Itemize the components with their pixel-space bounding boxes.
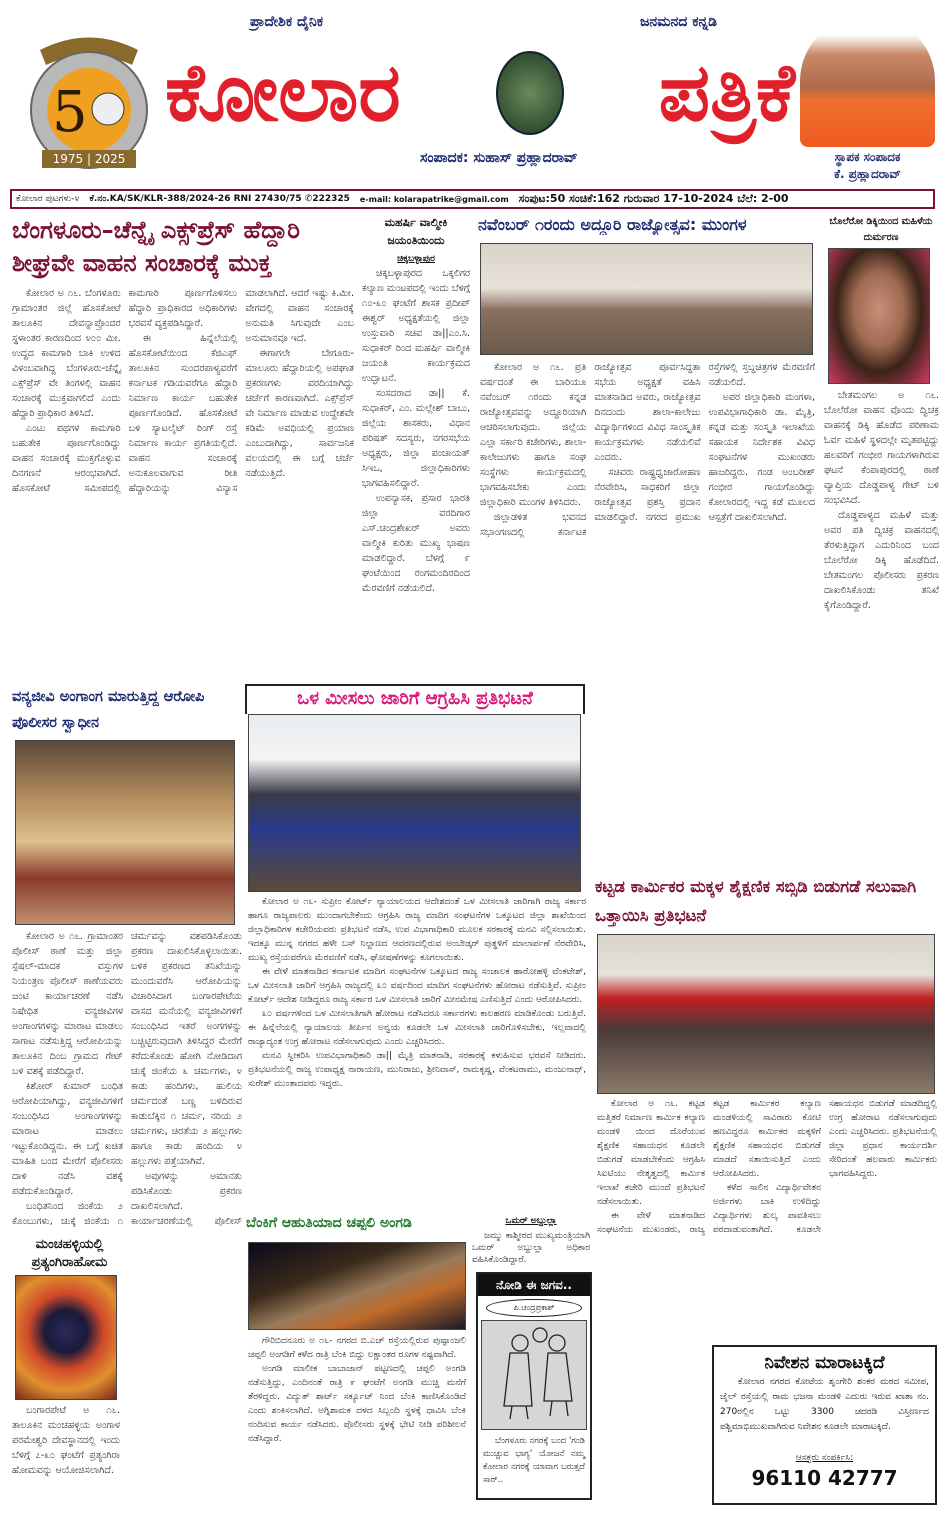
cartoon-caption: ಬೆಂಗಳೂರು ನಗರಕ್ಕೆ ಬಂದ 'ಗಂಡಿ ಮುಚ್ಚುವ ಭಾಗ್ಯ' ಯೋಜನೆ ನಮ್ಮ ಕೋಲಾರ ನಗರಕ್ಕೆ ಯಾವಾಗ ಬರುತ್ತದೆ ಸಾರ್.. (483, 1436, 585, 1485)
fire-photo (248, 1242, 466, 1330)
editor-line: ಸಂಪಾದಕ: ಸುಹಾಸ್ ಪ್ರಹ್ಲಾದರಾವ್ (420, 150, 578, 166)
olameesalu-headline: ಒಳ ಮೀಸಲು ಜಾರಿಗೆ ಆಗ್ರಹಿಸಿ ಪ್ರತಿಭಟನೆ (245, 684, 585, 714)
title-part-1: ಕೋಲಾರ (165, 45, 401, 139)
wildlife-headline: ವನ್ಯಜೀವಿ ಅಂಗಾಂಗ ಮಾರುತ್ತಿದ್ದ ಆರೋಪಿ ಪೊಲೀಸರ ಸ್ವಾಧೀನ (12, 689, 205, 731)
accident-body: ಬೇತಮಂಗಲ ಅ ೧೬. ಬೊಲೆರೋ ವಾಹನ ವೊಂದು ದ್ವಿಚಕ್ರ ವಾಹನಕ್ಕೆ ಡಿಕ್ಕಿ ಹೊಡೆದ ಪರಿಣಾಮ ಓರ್ವ ಮಹಿಳೆ ಸ್ಥಳದಲ್ಲೇ ಮೃತಪಟ್ಟಿದ್ದು ಹಲವರಿಗೆ ಗಂಭೀರ ಗಾಯಗಳಾಗಿರುವ ಘಟನೆ ಕೆಂಪಾಪುರದಲ್ಲಿ ಠಾಣೆ ವ್ಯಾಪ್ತಿಯ ದೊಡ್ಡಪಾಳ್ಯ ಗೇಟ್ ಬಳಿ ಸಂಭವಿಸಿದೆ. ದೊಡ್ಡಪಾಳ್ಯದ ಮಹಿಳೆ ಮತ್ತು ಅವರ ಪತಿ ದ್ವಿಚಕ್ರ ವಾಹನದಲ್ಲಿ ತೆರಳುತ್ತಿದ್ದಾಗ ಎದುರಿನಿಂದ ಬಂದ ಬೊಲೆರೋ ಡಿಕ್ಕಿ ಹೊಡೆದಿದೆ. ಬೇತಮಂಗಲ ಪೊಲೀಸರು ಪ್ರಕರಣ ದಾಖಲಿಸಿಕೊಂಡು ತನಿಖೆ ಕೈಗೊಂಡಿದ್ದಾರೆ. (824, 390, 939, 611)
rajyotsava-headline: ನವೆಂಬರ್ ೧ರಂದು ಅದ್ದೂರಿ ರಾಜ್ಯೋತ್ಸವ: ಮುಂಗಳ (478, 215, 747, 234)
cartoon-box (476, 1272, 592, 1500)
svg-text:5: 5 (52, 80, 88, 145)
logo-portrait (92, 93, 124, 125)
kattada-body: ಕೋಲಾರ ಅ ೧೬. ಕಟ್ಟಡ ಮತ್ತಿತರೆ ನಿರ್ಮಾಣ ಕಾರ್ಮಿಕ ಕಲ್ಯಾಣ ಮಂಡಳಿ ಯಿಂದ ದೊರೆಯುವ ಶೈಕ್ಷಣಿಕ ಸಹಾಯಧನ ಕೂಡಲೇ ಬಿಡುಗಡೆ ಮಾಡಬೇಕೆಂದು ಆಗ್ರಹಿಸಿ ಸಿಐಟಿಯು ನೇತೃತ್ವದಲ್ಲಿ ಕಾರ್ಮಿಕ ಇಲಾಖೆ ಕಚೇರಿ ಮುಂದೆ ಪ್ರತಿಭಟನೆ ನಡೆಸಲಾಯಿತು. ಈ ವೇಳೆ ಮಾತನಾಡಿದ ಸಂಘಟನೆಯ ಮುಖಂಡರು, ರಾಜ್ಯ ಕಟ್ಟಡ ಕಾರ್ಮಿಕರ ಕಲ್ಯಾಣ ಮಂಡಳಿಯಲ್ಲಿ ಸಾವಿರಾರು ಕೋಟಿ ಹಣವಿದ್ದರೂ ಕಾರ್ಮಿಕರ ಮಕ್ಕಳಿಗೆ ಶೈಕ್ಷಣಿಕ ಸಹಾಯಧನ ಬಿಡುಗಡೆ ಮಾಡದೆ ಸತಾಯಿಸುತ್ತಿದೆ ಎಂದು ಆರೋಪಿಸಿದರು. ಕಳೆದ ಸಾಲಿನ ವಿದ್ಯಾರ್ಥಿವೇತನ ಅರ್ಜಿಗಳು ಬಾಕಿ ಉಳಿದಿದ್ದು ವಿದ್ಯಾರ್ಥಿಗಳು ಶುಲ್ಕ ಪಾವತಿಸಲು ಪರದಾಡುವಂತಾಗಿದೆ. ಕೂಡಲೇ ಸಹಾಯಧನ ಬಿಡುಗಡೆ ಮಾಡದಿದ್ದಲ್ಲಿ ಉಗ್ರ ಹೋರಾಟ ನಡೆಸಲಾಗುವುದು ಎಂದು ಎಚ್ಚರಿಸಿದರು. ಪ್ರತಿಭಟನೆಯಲ್ಲಿ ಜಿಲ್ಲಾ ಪ್ರಧಾನ ಕಾರ್ಯದರ್ಶಿ ಸೇರಿದಂತೆ ಹಲವಾರು ಕಾರ್ಮಿಕರು ಭಾಗವಹಿಸಿದ್ದರು. (597, 1099, 937, 1235)
fire-headline: ಬೆಂಕಿಗೆ ಆಹುತಿಯಾದ ಚಪ್ಪಲಿ ಅಂಗಡಿ (246, 1215, 412, 1231)
ad-body: ಕೋಲಾರ ನಗರದ ಕೋಟೆಯ ಶೃಂಗೇರಿ ಶಂಕರ ಮಠದ ಸಮೀಪ, ಜೈಲ್ ರಸ್ತೆಯಲ್ಲಿ ರಾಮ ಭಜನಾ ಮಂಡಳಿ ಎದುರು ಇರುವ ಖಾತಾ ನಂ. 270ರಲ್ಲಿನ ಒಟ್ಟು 3300 ಚದರಡಿ ವಿಸ್ತೀರ್ಣದ ಪಶ್ಚಿಮಾಭಿಮುಖವಾಗಿರುವ ನಿವೇಶನ ಕೂಡಲೇ ಮಾರಾಟಕ್ಕಿದೆ. (720, 1377, 929, 1432)
lead-headline: ಬೆಂಗಳೂರು–ಚೆನ್ನೈ ಎಕ್ಸ್‌ಪ್ರೆಸ್ ಹೆದ್ದಾರಿ ಶೀಘ್ರವೇ ವಾಹನ ಸಂಚಾರಕ್ಕೆ ಮುಕ್ತ (12, 216, 300, 277)
svg-text:1975 | 2025: 1975 | 2025 (52, 152, 126, 166)
volume-date-price: ಸಂಪುಟ:50 ಸಂಚಿಕೆ:162 ಗುರುವಾರ 17-10-2024 ಬೆಲೆ: 2-00 (518, 192, 789, 205)
valmiki-byline: ಚಿಕ್ಕಬಳ್ಳಾಪುರ (397, 254, 435, 264)
ad-phone: 96110 42777 (751, 1466, 898, 1490)
cartoon-title: ನೋಡಿ ಈ ಜಗವ.. (478, 1274, 590, 1296)
meeting-photo (480, 243, 813, 355)
tagline-left: ಪ್ರಾದೇಶಿಕ ದೈನಿಕ (250, 14, 324, 30)
victim-photo (828, 248, 930, 384)
wildlife-body: ಕೋಲಾರ ಅ ೧೬. ಗ್ರಾಮಾಂತರ ಪೊಲೀಸ್ ಠಾಣೆ ಮತ್ತು ಜಿಲ್ಲಾ ಸ್ಪೆಷಲ್-ಮಾದಕ ವಸ್ತುಗಳ ನಿಯಂತ್ರಣ ಪೊಲೀಸ್ ಠಾಣೆಯವರು ಜಂಟಿ ಕಾರ್ಯಾಚರಣೆ ನಡೆಸಿ ನಿಷೇಧಿತ ವನ್ಯಜೀವಿಗಳ ಅಂಗಾಂಗಗಳನ್ನು ಮಾರಾಟ ಮಾಡಲು ಸಾಗಾಟ ನಡೆಸುತ್ತಿದ್ದ ಆರೋಪಿಯನ್ನು ತಾಲೂಕಿನ ದಿಂಬ ಗ್ರಾಮದ ಗೇಟ್ ಬಳಿ ವಶಕ್ಕೆ ಪಡೆದಿದ್ದಾರೆ. ಕಿಶೋರ್ ಕುಮಾರ್ ಬಂಧಿತ ಆರೋಪಿಯಾಗಿದ್ದು, ವನ್ಯಜೀವಿಗಳಿಗೆ ಸಂಬಂಧಿಸಿದ ಅಂಗಾಂಗಗಳನ್ನು ಮಾರಾಟ ಮಾಡಲು ಇಟ್ಟುಕೊಂಡಿದ್ದನು. ಈ ಬಗ್ಗೆ ಖಚಿತ ಮಾಹಿತಿ ಬಂದ ಮೇರೆಗೆ ಪೊಲೀಸರು ದಾಳಿ ನಡೆಸಿ ವಶಕ್ಕೆ ಪಡೆದುಕೊಂಡಿದ್ದಾರೆ. ಬಂಧಿತನಿಂದ ಜಿಂಕೆಯ ೨ ಕೊಂಬುಗಳು, ಚುಕ್ಕೆ ಜಿಂಕೆಯ ೧ ಚರ್ಮವನ್ನು ವಶಪಡಿಸಿಕೊಂಡು ಪ್ರಕರಣ ದಾಖಲಿಸಿಕೊಳ್ಳಲಾಯಿತು. ಬಳಿಕ ಪ್ರಕರಣದ ತನಿಖೆಯನ್ನು ಮುಂದುವರೆಸಿ ಆರೋಪಿಯನ್ನು ವಿಚಾರಿಸಿದಾಗ ಬಂಗಾರಪೇಟೆಯ ವಾಸದ ಮನೆಯಲ್ಲಿ ವನ್ಯಜೀವಿಗಳಿಗೆ ಸಂಬಂಧಿಸಿದ ಇತರೆ ಅಂಗಗಳನ್ನು ಬಚ್ಚಿಟ್ಟಿರುವುದಾಗಿ ತಿಳಿಸಿದ್ದರ ಮೇರೆಗೆ ಕರೆದುಕೊಂಡು ಹೋಗಿ ನೋಡಿದಾಗ ಚುಕ್ಕೆ ಜಿಂಕೆಯ ೩ ಚರ್ಮಗಳು, ೪ ಕಾಡು ಹಂದಿಗಳು, ಹುಲಿಯ ಚರ್ಮದಂತೆ ಬಣ್ಣ ಬಳಿದಿರುವ ಕಾಡುಬೆಕ್ಕಿನ ೧ ಚರ್ಮ, ನರಿಯ ೨ ಚರ್ಮಗಳು, ಚಿರತೆಯ ೨ ಹಲ್ಲುಗಳು ಹಾಗೂ ಕಾಡು ಹಂದಿಯ ೪ ಹಲ್ಲುಗಳು ಪತ್ತೆಯಾಗಿವೆ. ಅವುಗಳನ್ನು ಅಮಾನತು ಪಡಿಸಿಕೊಂಡು ಪ್ರಕರಣ ದಾಖಲಿಸಲಾಗಿದೆ. ಕಾರ್ಯಾಚರಣೆಯಲ್ಲಿ ಪೊಲೀಸ್ (12, 931, 242, 1227)
fire-body: ಗೌರಿಬಿದನೂರು ಅ ೧೬- ನಗರದ ಬಿ.ಎಚ್ ರಸ್ತೆಯಲ್ಲಿರುವ ಪುಷ್ಪಾಂಜಲಿ ಚಪ್ಪಲಿ ಅಂಗಡಿಗೆ ಕಳೆದ ರಾತ್ರಿ ಬೆಂಕಿ ಬಿದ್ದು ಲಕ್ಷಾಂತರ ರೂಗಳ ನಷ್ಟವಾಗಿದೆ. ಅಂಗಡಿ ಮಾಲೀಕ ಬಾಬಾಜಾನ್ ಪಟ್ಟಣದಲ್ಲಿ ಚಪ್ಪಲಿ ಅಂಗಡಿ ನಡೆಸುತ್ತಿದ್ದು, ಎಂದಿನಂತೆ ರಾತ್ರಿ ೯ ಘಂಟೆಗೆ ಅಂಗಡಿ ಮುಚ್ಚಿ ಮನೆಗೆ ತೆರಳಿದ್ದರು. ವಿದ್ಯುತ್ ಶಾರ್ಟ್ ಸರ್ಕ್ಯೂಟ್ ನಿಂದ ಬೆಂಕಿ ಕಾಣಿಸಿಕೊಂಡಿದೆ ಎಂದು ಶಂಕಿಸಲಾಗಿದೆ. ಅಗ್ನಿಶಾಮಕ ದಳದ ಸಿಬ್ಬಂದಿ ಸ್ಥಳಕ್ಕೆ ಧಾವಿಸಿ ಬೆಂಕಿ ನಂದಿಸುವ ಕಾರ್ಯ ನಡೆಸಿದರು. ಪೊಲೀಸರು ಸ್ಥಳಕ್ಕೆ ಭೇಟಿ ನೀಡಿ ಪರಿಶೀಲನೆ ನಡೆಸಿದ್ದಾರೆ. (248, 1336, 466, 1444)
wildlife-seizure-photo (15, 740, 235, 925)
valmiki-headline: ಮಹರ್ಷಿ ವಾಲ್ಮೀಕಿ ಜಯಂತಿಯಿಂದು (384, 216, 448, 247)
classified-ad (712, 1345, 937, 1505)
rajyotsava-body: ಕೋಲಾರ ಅ ೧೬. ಪ್ರತಿ ವರ್ಷದಂತೆ ಈ ಬಾರಿಯೂ ನವೆಂಬರ್ ೧ರಂದು ಕನ್ನಡ ರಾಜ್ಯೋತ್ಸವವನ್ನು ಅದ್ದೂರಿಯಾಗಿ ಆಚರಿಸಲಾಗುವುದು. ಜಿಲ್ಲೆಯ ಎಲ್ಲಾ ಸರ್ಕಾರಿ ಕಚೇರಿಗಳು, ಶಾಲಾ-ಕಾಲೇಜುಗಳು ಹಾಗೂ ಸಂಘ ಸಂಸ್ಥೆಗಳು ಕಾರ್ಯಕ್ರಮದಲ್ಲಿ ಭಾಗವಹಿಸಬೇಕು ಎಂದು ಜಿಲ್ಲಾಧಿಕಾರಿ ಮುಂಗಳ ತಿಳಿಸಿದರು. ಜಿಲ್ಲಾಡಳಿತ ಭವನದ ಸಭಾಂಗಣದಲ್ಲಿ ಕರ್ನಾಟಕ ರಾಜ್ಯೋತ್ಸವ ಪೂರ್ವಸಿದ್ಧತಾ ಸಭೆಯ ಅಧ್ಯಕ್ಷತೆ ವಹಿಸಿ ಮಾತನಾಡಿದ ಅವರು, ರಾಜ್ಯೋತ್ಸವ ದಿನದಂದು ಶಾಲಾ-ಕಾಲೇಜು ವಿದ್ಯಾರ್ಥಿಗಳಿಂದ ವಿವಿಧ ಸಾಂಸ್ಕೃತಿಕ ಕಾರ್ಯಕ್ರಮಗಳು ನಡೆಯಲಿವೆ ಎಂದರು. ಸಚಿವರು ರಾಷ್ಟ್ರಧ್ವಜಾರೋಹಣ ನೆರವೇರಿಸಿ, ಸಾಧಕರಿಗೆ ಜಿಲ್ಲಾ ರಾಜ್ಯೋತ್ಸವ ಪ್ರಶಸ್ತಿ ಪ್ರದಾನ ಮಾಡಲಿದ್ದಾರೆ. ನಗರದ ಪ್ರಮುಖ ರಸ್ತೆಗಳಲ್ಲಿ ಸ್ತಬ್ಧಚಿತ್ರಗಳ ಮೆರವಣಿಗೆ ನಡೆಯಲಿದೆ. ಅಪರ ಜಿಲ್ಲಾಧಿಕಾರಿ ಮಂಗಳಾ, ಉಪವಿಭಾಗಾಧಿಕಾರಿ ಡಾ. ಮೈತ್ರಿ, ಕನ್ನಡ ಮತ್ತು ಸಂಸ್ಕೃತಿ ಇಲಾಖೆಯ ಸಹಾಯಕ ನಿರ್ದೇಶಕ ವಿವಿಧ ಸಂಘಟನೆಗಳ ಮುಖಂಡರು ಹಾಜರಿದ್ದರು. ಗಂಡ ಅಂಬರೀಶ್ ಗಂಭೀರ ಗಾಯಗೊಂಡಿದ್ದು ಕೋಲಾರದಲ್ಲಿ ಇದ್ದ ಕಡೆ ಮೂಲದ ಆಸ್ಪತ್ರೆಗೆ ದಾಖಲಿಸಲಾಗಿದೆ. (480, 362, 815, 538)
tagline-right: ಜನಮನದ ಕನ್ನಡಿ (640, 14, 718, 30)
ad-contact-label: ಆಸಕ್ತರು ಸಂಪರ್ಕಿಸಿ: (795, 1453, 854, 1463)
olameesalu-body: ಕೋಲಾರ ಅ ೧೬- ಸುಪ್ರೀಂ ಕೋರ್ಟ್ ನ್ಯಾಯಾಲಯದ ಆದೇಶದಂತೆ ಒಳ ಮೀಸಲಾತಿ ಜಾರಿಗಾಗಿ ರಾಜ್ಯ ಸರ್ಕಾರ ಹಾಗೂ ರಾಜ್ಯಪಾಲರು ಮುಂದಾಗಬೇಕೆಂದು ಆಗ್ರಹಿಸಿ ರಾಜ್ಯ ಮಾದಿಗ ಸಂಘಟನೆಗಳ ಒಕ್ಕೂಟದ ಜಿಲ್ಲಾ ಶಾಖೆಯಿಂದ ಜಿಲ್ಲಾಧಿಕಾರಿಗಳ ಕಚೇರಿಯವರು ಪ್ರತಿಭಟನೆ ನಡೆಸಿ, ಉಪ ವಿಭಾಗಾಧಿಕಾರಿ ಮೂಲಕ ಸರಕಾರಕ್ಕೆ ಮನವಿ ಸಲ್ಲಿಸಲಾಯಿತು. ಇದಕ್ಕೂ ಮುನ್ನ ನಗರದ ಹಳೇ ಬಸ್ ನಿಲ್ದಾಣದ ಆವರಣದಲ್ಲಿರುವ ಅಂಬೇಡ್ಕರ್ ಪುತ್ಥಳಿಗೆ ಮಾಲಾರ್ಪಣೆ ನೆರವೇರಿಸಿ, ಮುಖ್ಯ ರಸ್ತೆಯವರೆಗೂ ಮೆರವಣಿಗೆ ನಡೆಸಿ, ಘೋಷಣೆಗಳನ್ನು ಕೂಗಲಾಯಿತು. ಈ ವೇಳೆ ಮಾತನಾಡಿದ ಕರ್ನಾಟಕ ಮಾದಿಗ ಸಂಘಟನೆಗಳ ಒಕ್ಕೂಟದ ರಾಜ್ಯ ಸಂಚಾಲಕ ಹಾರೋಹಳ್ಳಿ ವೆಂಕಟೇಶ್, ಒಳ ಮೀಸಲಾತಿ ಜಾರಿಗೆ ಆಗ್ರಹಿಸಿ ರಾಜ್ಯದಲ್ಲಿ ೩೦ ವರ್ಷದಿಂದ ಮಾದಿಗ ಸಂಘಟನೆಗಳು ಹೋರಾಟ ನಡೆಸುತ್ತಿವೆ. ಸುಪ್ರೀಂ ಕೋರ್ಟ್ ಆದೇಶ ನೀಡಿದ್ದರೂ ರಾಜ್ಯ ಸರ್ಕಾರ ಒಳ ಮೀಸಲಾತಿ ಜಾರಿಗೆ ಮೀನಮೇಷ ಎಣಿಸುತ್ತಿದೆ ಎಂದು ಆರೋಪಿಸಿದರು. ೩೦ ವರ್ಷಗಳಿಂದ ಒಳ ಮೀಸಲಾತಿಗಾಗಿ ಹೋರಾಟ ನಡೆಸಿದರೂ ಸರ್ಕಾರಗಳು ಕಾಲಹರಣ ಮಾಡಿಕೊಂಡು ಬರುತ್ತಿವೆ. ಈ ಹಿನ್ನೆಲೆಯಲ್ಲಿ ನ್ಯಾಯಾಲಯ ತೀರ್ಪಿನ ಅನ್ವಯ ಕೂಡಲೇ ಒಳ ಮೀಸಲಾತಿ ಜಾರಿಗೊಳಿಸಬೇಕು, ಇಲ್ಲವಾದಲ್ಲಿ ರಾಜ್ಯಾದ್ಯಂತ ಉಗ್ರ ಹೋರಾಟ ನಡೆಸಲಾಗುವುದು ಎಂದು ಎಚ್ಚರಿಸಿದರು. ಮನವಿ ಸ್ವೀಕರಿಸಿ ಉಪವಿಭಾಗಾಧಿಕಾರಿ ಡಾ|| ಮೈತ್ರಿ ಮಾತನಾಡಿ, ಸರಕಾರಕ್ಕೆ ಕಳುಹಿಸುವ ಭರವಸೆ ನೀಡಿದರು. ಪ್ರತಿಭಟನೆಯಲ್ಲಿ ರಾಜ್ಯ ಉಪಾಧ್ಯಕ್ಷ ನಾರಾಯಣ, ಮುನಿರಾಜು, ಶ್ರೀನಿವಾಸ್, ರಾಮಕೃಷ್ಣ, ವೆಂಕಟರಾಮು, ಮಂಜುನಾಥ್, ಸುರೇಶ್ ಮುಂತಾದವರು ಇದ್ದರು. (248, 897, 586, 1089)
founder-label: ಸ್ಥಾಪಕ ಸಂಪಾದಕ (834, 150, 901, 164)
page-count: ಕೋಲಾರ ಪುಟಗಳು-೪ (16, 194, 80, 204)
founder-photo (800, 15, 935, 147)
cartoon-drawing (481, 1320, 587, 1430)
lead-body: ಕೋಲಾರ ಅ ೧೬. ಬೆಂಗಳೂರು ಗ್ರಾಮಾಂತರ ಜಿಲ್ಲೆ ಹೊಸಕೋಟೆ ತಾಲೂಕಿನ ದೇವನ್ನಾಪ್ರೊಂದರ ಸ್ಥಳಾಂತರ ಕಾರಣದಿಂದ ೪೦೦ ಮೀ. ಉದ್ದದ ಕಾಮಗಾರಿ ಬಾಕಿ ಉಳಿದ ವಿಳಂಬವಾಗಿದ್ದ ಬೆಂಗಳೂರು-ಚೆನ್ನೈ ಎಕ್ಸ್‌ಪ್ರೆಸ್ ವೇ ತಿಂಗಳಲ್ಲಿ ವಾಹನ ಸಂಚಾರಕ್ಕೆ ಮುಕ್ತವಾಗಲಿದೆ ಎಂದು ಹೆದ್ದಾರಿ ಪ್ರಾಧಿಕಾರ ತಿಳಿಸಿದೆ. ಎಂಟು ಪಥಗಳ ಕಾಮಗಾರಿ ಬಹುತೇಕ ಪೂರ್ಣಗೊಂಡಿದ್ದು ವಾಹನ ಸಂಚಾರಕ್ಕೆ ಮುಕ್ತಗೊಳ್ಳುವ ದಿನಗಣನೆ ಆರಂಭವಾಗಿದೆ. ಹೊಸಕೋಟೆ ಸಮೀಪದಲ್ಲಿ ಕಾಮಗಾರಿ ಪೂರ್ಣಗೊಳಿಸಲು ಹೆದ್ದಾರಿ ಪ್ರಾಧಿಕಾರದ ಅಧಿಕಾರಿಗಳು ಭರವಸೆ ವ್ಯಕ್ತಪಡಿಸಿದ್ದಾರೆ. ಈ ಹಿನ್ನೆಲೆಯಲ್ಲಿ ಹೊಸಕೋಟೆಯಿಂದ ಕೆಜಿಎಫ್ ತಾಲೂಕಿನ ಸುಂದರಪಾಳ್ಯವರೆಗೆ ಕರ್ನಾಟಕ ಗಡಿಯವರೆಗೂ ಹೆದ್ದಾರಿ ನಿರ್ಮಾಣ ಕಾರ್ಯ ಬಹುತೇಕ ಪೂರ್ಣಗೊಂಡಿದೆ. ಹೊಸಕೋಟೆ ಬಳಿ ಸ್ಯಾಟಲೈಟ್ ರಿಂಗ್ ರಸ್ತೆ ನಿರ್ಮಾಣ ಕಾರ್ಯ ಪ್ರಗತಿಯಲ್ಲಿದೆ. ವಾಹನ ಸಂಚಾರಕ್ಕೆ ಅನುಕೂಲವಾಗುವ ರೀತಿ ಹೆದ್ದಾರಿಯನ್ನು ವಿನ್ಯಾಸ ಮಾಡಲಾಗಿದೆ. ಆದರೆ ಇಷ್ಟು ಕಿ.ಮೀ. ವೇಗದಲ್ಲಿ ವಾಹನ ಸಂಚಾರಕ್ಕೆ ಅನುಮತಿ ಸಿಗುವುದೇ ಎಂಬ ಅನುಮಾನವೂ ಇದೆ. ಈಗಾಗಲೇ ಬೇಗೂರು-ಮಾಲೂರು ಹೆದ್ದಾರಿಯಲ್ಲಿ ಅಪಘಾತ ಪ್ರಕರಣಗಳು ವರದಿಯಾಗಿದ್ದು ಚರ್ಚೆಗೆ ಕಾರಣವಾಗಿದೆ. ಎಕ್ಸ್‌ಪ್ರೆಸ್ ವೇ ನಿರ್ಮಾಣ ಮಾಡುವ ಉದ್ದೇಶವೇ ಕಡಿಮೆ ಅವಧಿಯಲ್ಲಿ ಪ್ರಯಾಣ ಎಂಬುದಾಗಿದ್ದು, ಸಾರ್ವಜನಿಕ ವಲಯದಲ್ಲಿ ಈ ಬಗ್ಗೆ ಚರ್ಚೆ ನಡೆಯುತ್ತಿದೆ. (12, 288, 354, 494)
info-bar (10, 189, 935, 209)
omar-body: ಜಮ್ಮು ಕಾಶ್ಮೀರದ ಮುಖ್ಯಮಂತ್ರಿಯಾಗಿ ಒಮರ್ ಅಬ್ದುಲ್ಲಾ ಅಧಿಕಾರ ವಹಿಸಿಕೊಂಡಿದ್ದಾರೆ. (472, 1231, 590, 1265)
registration: ಕೆ.ನಂ.KA/SK/KLR-388/2024-26 RNI 27430/75 ✆222325 (89, 194, 350, 204)
homa-headline: ಮಂಚಹಳ್ಳಿಯಲ್ಲಿ ಪ್ರತ್ಯಂಗಿರಾಹೋಮ (31, 1237, 108, 1270)
omar-headline: ಒಮರ್ ಅಬ್ದುಲ್ಲಾ (505, 1216, 557, 1226)
title-part-2: ಪತ್ರಿಕೆ (658, 45, 795, 139)
email: e-mail: kolarapatrike@gmail.com (359, 194, 509, 204)
deity-photo (15, 1275, 117, 1400)
newspaper-title (165, 30, 795, 155)
elephant-emblem-icon (496, 51, 564, 135)
protest-photo (248, 714, 581, 892)
kattada-headline: ಕಟ್ಟಡ ಕಾರ್ಮಿಕರ ಮಕ್ಕಳ ಶೈಕ್ಷಣಿಕ ಸಬ್ಸಿಡಿ ಬಿಡುಗಡೆ ಸಲುವಾಗಿ ಒತ್ತಾಯಿಸಿ ಪ್ರತಿಭಟನೆ (595, 877, 917, 925)
valmiki-body: ಚಿಕ್ಕಬಳ್ಳಾಪುರದ ಒಕ್ಕಲಿಗರ ಕಲ್ಯಾಣ ಮಂಟಪದಲ್ಲಿ ಇಂದು ಬೆಳಿಗ್ಗೆ ೧೦-೩೦ ಘಂಟೆಗೆ ಶಾಸಕ ಪ್ರದೀಪ್ ಈಶ್ವರ್ ಅಧ್ಯಕ್ಷತೆಯಲ್ಲಿ ಜಿಲ್ಲಾ ಉಸ್ತುವಾರಿ ಸಚಿವ ಡಾ||ಎಂ.ಸಿ. ಸುಧಾಕರ್ ರಿಂದ ಮಹರ್ಷಿ ವಾಲ್ಮೀಕಿ ಜಯಂತಿ ಕಾರ್ಯಕ್ರಮದ ಉದ್ಘಾಟನೆ. ಸಂಸದರಾದ ಡಾ|| ಕೆ. ಸುಧಾಕರ್, ಎಂ. ಮಲ್ಲೇಶ್ ಬಾಬು, ಜಿಲ್ಲೆಯ ಶಾಸಕರು, ವಿಧಾನ ಪರಿಷತ್ ಸದಸ್ಯರು, ನಗರಸಭೆಯ ಅಧ್ಯಕ್ಷರು, ಜಿಲ್ಲಾ ಪಂಚಾಯತ್ ಸಿಇಒ, ಜಿಲ್ಲಾಧಿಕಾರಿಗಳು ಭಾಗವಹಿಸಲಿದ್ದಾರೆ. ಉಪನ್ಯಾಸಕ, ಪ್ರಸಾರ ಭಾರತಿ ಜಿಲ್ಲಾ ವರದಿಗಾರ ಎಸ್.ಚಂದ್ರಶೇಖರ್ ಅವರು ವಾಲ್ಮೀಕಿ ಕುರಿತು ಮುಖ್ಯ ಭಾಷಣ ಮಾಡಲಿದ್ದಾರೆ. ಬೆಳಗ್ಗೆ ೯ ಘಂಟೆಯಿಂದ ರಂಗಮಂದಿರದಿಂದ ಮೆರವಣಿಗೆ ನಡೆಯಲಿದೆ. (362, 268, 470, 594)
workers-protest-photo (597, 934, 935, 1094)
founder-name: ಕೆ. ಪ್ರಹ್ಲಾದರಾವ್ (834, 167, 901, 181)
ad-title: ನಿವೇಶನ ಮಾರಾಟಕ್ಕಿದೆ (764, 1353, 885, 1373)
anniversary-logo (20, 25, 158, 170)
accident-headline: ಬೊಲೆರೋ ಡಿಕ್ಕಿಯಿಂದ ಮಹಿಳೆಯ ದುರ್ಮರಣ (829, 216, 933, 243)
homa-body: ಬಂಗಾರಪೇಟೆ ಅ ೧೬. ತಾಲೂಕಿನ ಮಂಚಹಳ್ಳಿಯ ಅಂಗಾಳ ಪರಮೇಶ್ವರಿ ದೇವಸ್ಥಾನದಲ್ಲಿ ಇಂದು ಬೆಳಿಗ್ಗೆ ೭-೩೦ ಘಂಟೆಗೆ ಪ್ರತ್ಯಂಗಿರಾ ಹೋಮವನ್ನು ಆಯೋಜಿಸಲಾಗಿದೆ. (12, 1405, 120, 1476)
cartoon-artist: ಪಿ.ಚಂದ್ರಪ್ರಕಾಶ್ (486, 1299, 582, 1317)
